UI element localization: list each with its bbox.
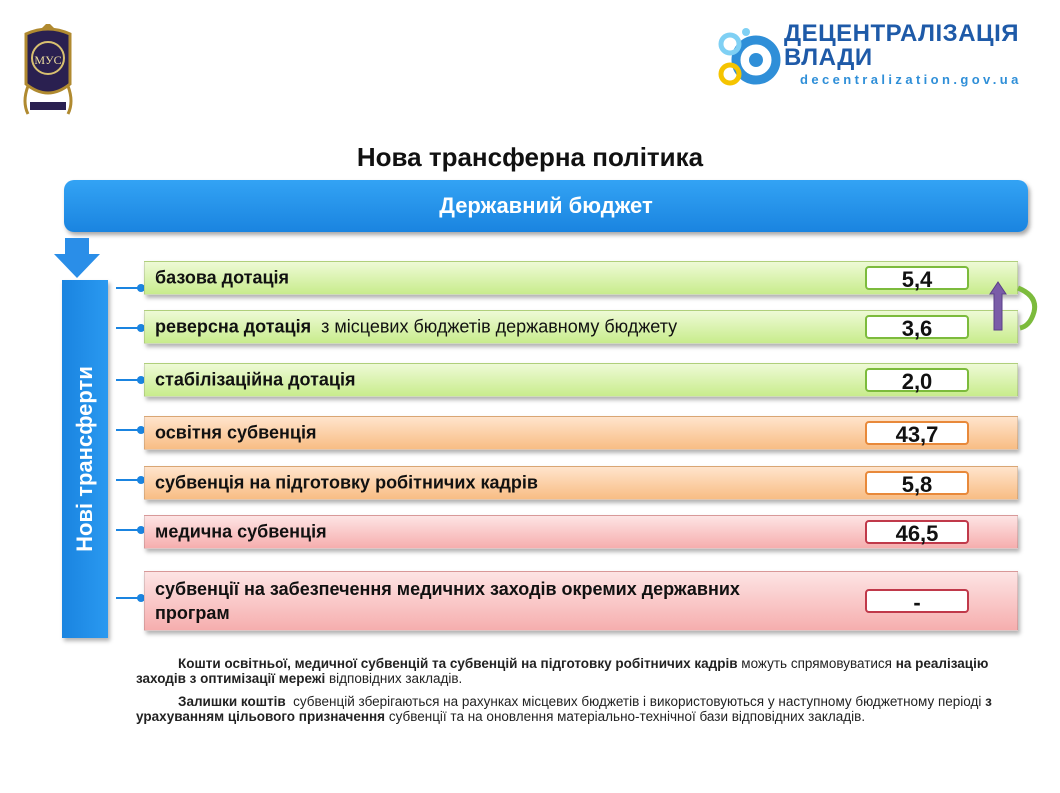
row-value: 5,8 xyxy=(865,471,969,495)
row-label: субвенція на підготовку робітничих кадрів xyxy=(155,472,538,493)
transfer-row-stabilization-grant xyxy=(144,363,1018,397)
row-value: - xyxy=(865,589,969,613)
row-label: стабілізаційна дотація xyxy=(155,369,356,390)
decentralization-mark-icon xyxy=(716,22,786,92)
note-paragraph-2: Залишки коштів субвенцій зберігаються на рахунках місцевих бюджетів і використовуються у наступному бюджетному періоді з урахуванням цільового призначення субвенції та на оновлення матеріально-технічної бази відповідних закладів. xyxy=(136,694,992,724)
crest-letters: МУС xyxy=(34,53,62,67)
row-label: медична субвенція xyxy=(155,521,327,542)
state-budget-header: Державний бюджет xyxy=(64,180,1028,232)
arrow-down-icon xyxy=(54,238,100,278)
note-paragraph-1: Кошти освітньої, медичної субвенцій та субвенцій на підготовку робітничих кадрів можуть спрямовуватися на реалізацію заходів з оптимізації мережі відповідних закладів. xyxy=(136,656,989,686)
transfer-row-workforce-subvention xyxy=(144,466,1018,500)
decentralization-logo xyxy=(716,18,1036,98)
row-value: 3,6 xyxy=(865,315,969,339)
logo-url: decentralization.gov.ua xyxy=(800,72,1022,87)
connector-icon xyxy=(116,424,146,436)
connector-icon xyxy=(116,524,146,536)
sidebar-label: Нові трансферти xyxy=(72,366,97,552)
row-value: 46,5 xyxy=(865,520,969,544)
connector-icon xyxy=(116,474,146,486)
university-crest-logo xyxy=(18,24,78,120)
notes xyxy=(136,656,1020,732)
logo-title-line1: ДЕЦЕНТРАЛІЗАЦІЯ xyxy=(784,20,1019,47)
row-label: базова дотація xyxy=(155,267,290,288)
transfer-row-medical-subvention xyxy=(144,515,1018,549)
page-title: Нова трансферна політика xyxy=(356,142,704,172)
row-label: субвенції на забезпечення медичних заходів окремих державних програм xyxy=(155,579,740,623)
connector-icon xyxy=(116,322,146,334)
logo-title-line2: ВЛАДИ xyxy=(784,44,873,71)
row-label: освітня субвенція xyxy=(155,422,317,443)
row-value: 2,0 xyxy=(865,368,969,392)
transfer-row-education-subvention xyxy=(144,416,1018,450)
connector-icon xyxy=(116,592,146,604)
transfer-row-medical-programs-subvention xyxy=(144,571,1018,631)
row-value: 43,7 xyxy=(865,421,969,445)
row-label: реверсна дотація xyxy=(155,316,312,337)
transfer-row-base-grant xyxy=(144,261,1018,295)
row-value: 5,4 xyxy=(865,266,969,290)
connector-icon xyxy=(116,374,146,386)
arrow-up-icon xyxy=(988,278,1040,334)
transfer-row-reverse-grant xyxy=(144,310,1018,344)
row-label-rest: з місцевих бюджетів державному бюджету xyxy=(311,316,678,337)
new-transfers-sidebar xyxy=(62,280,108,638)
connector-icon xyxy=(116,282,146,294)
